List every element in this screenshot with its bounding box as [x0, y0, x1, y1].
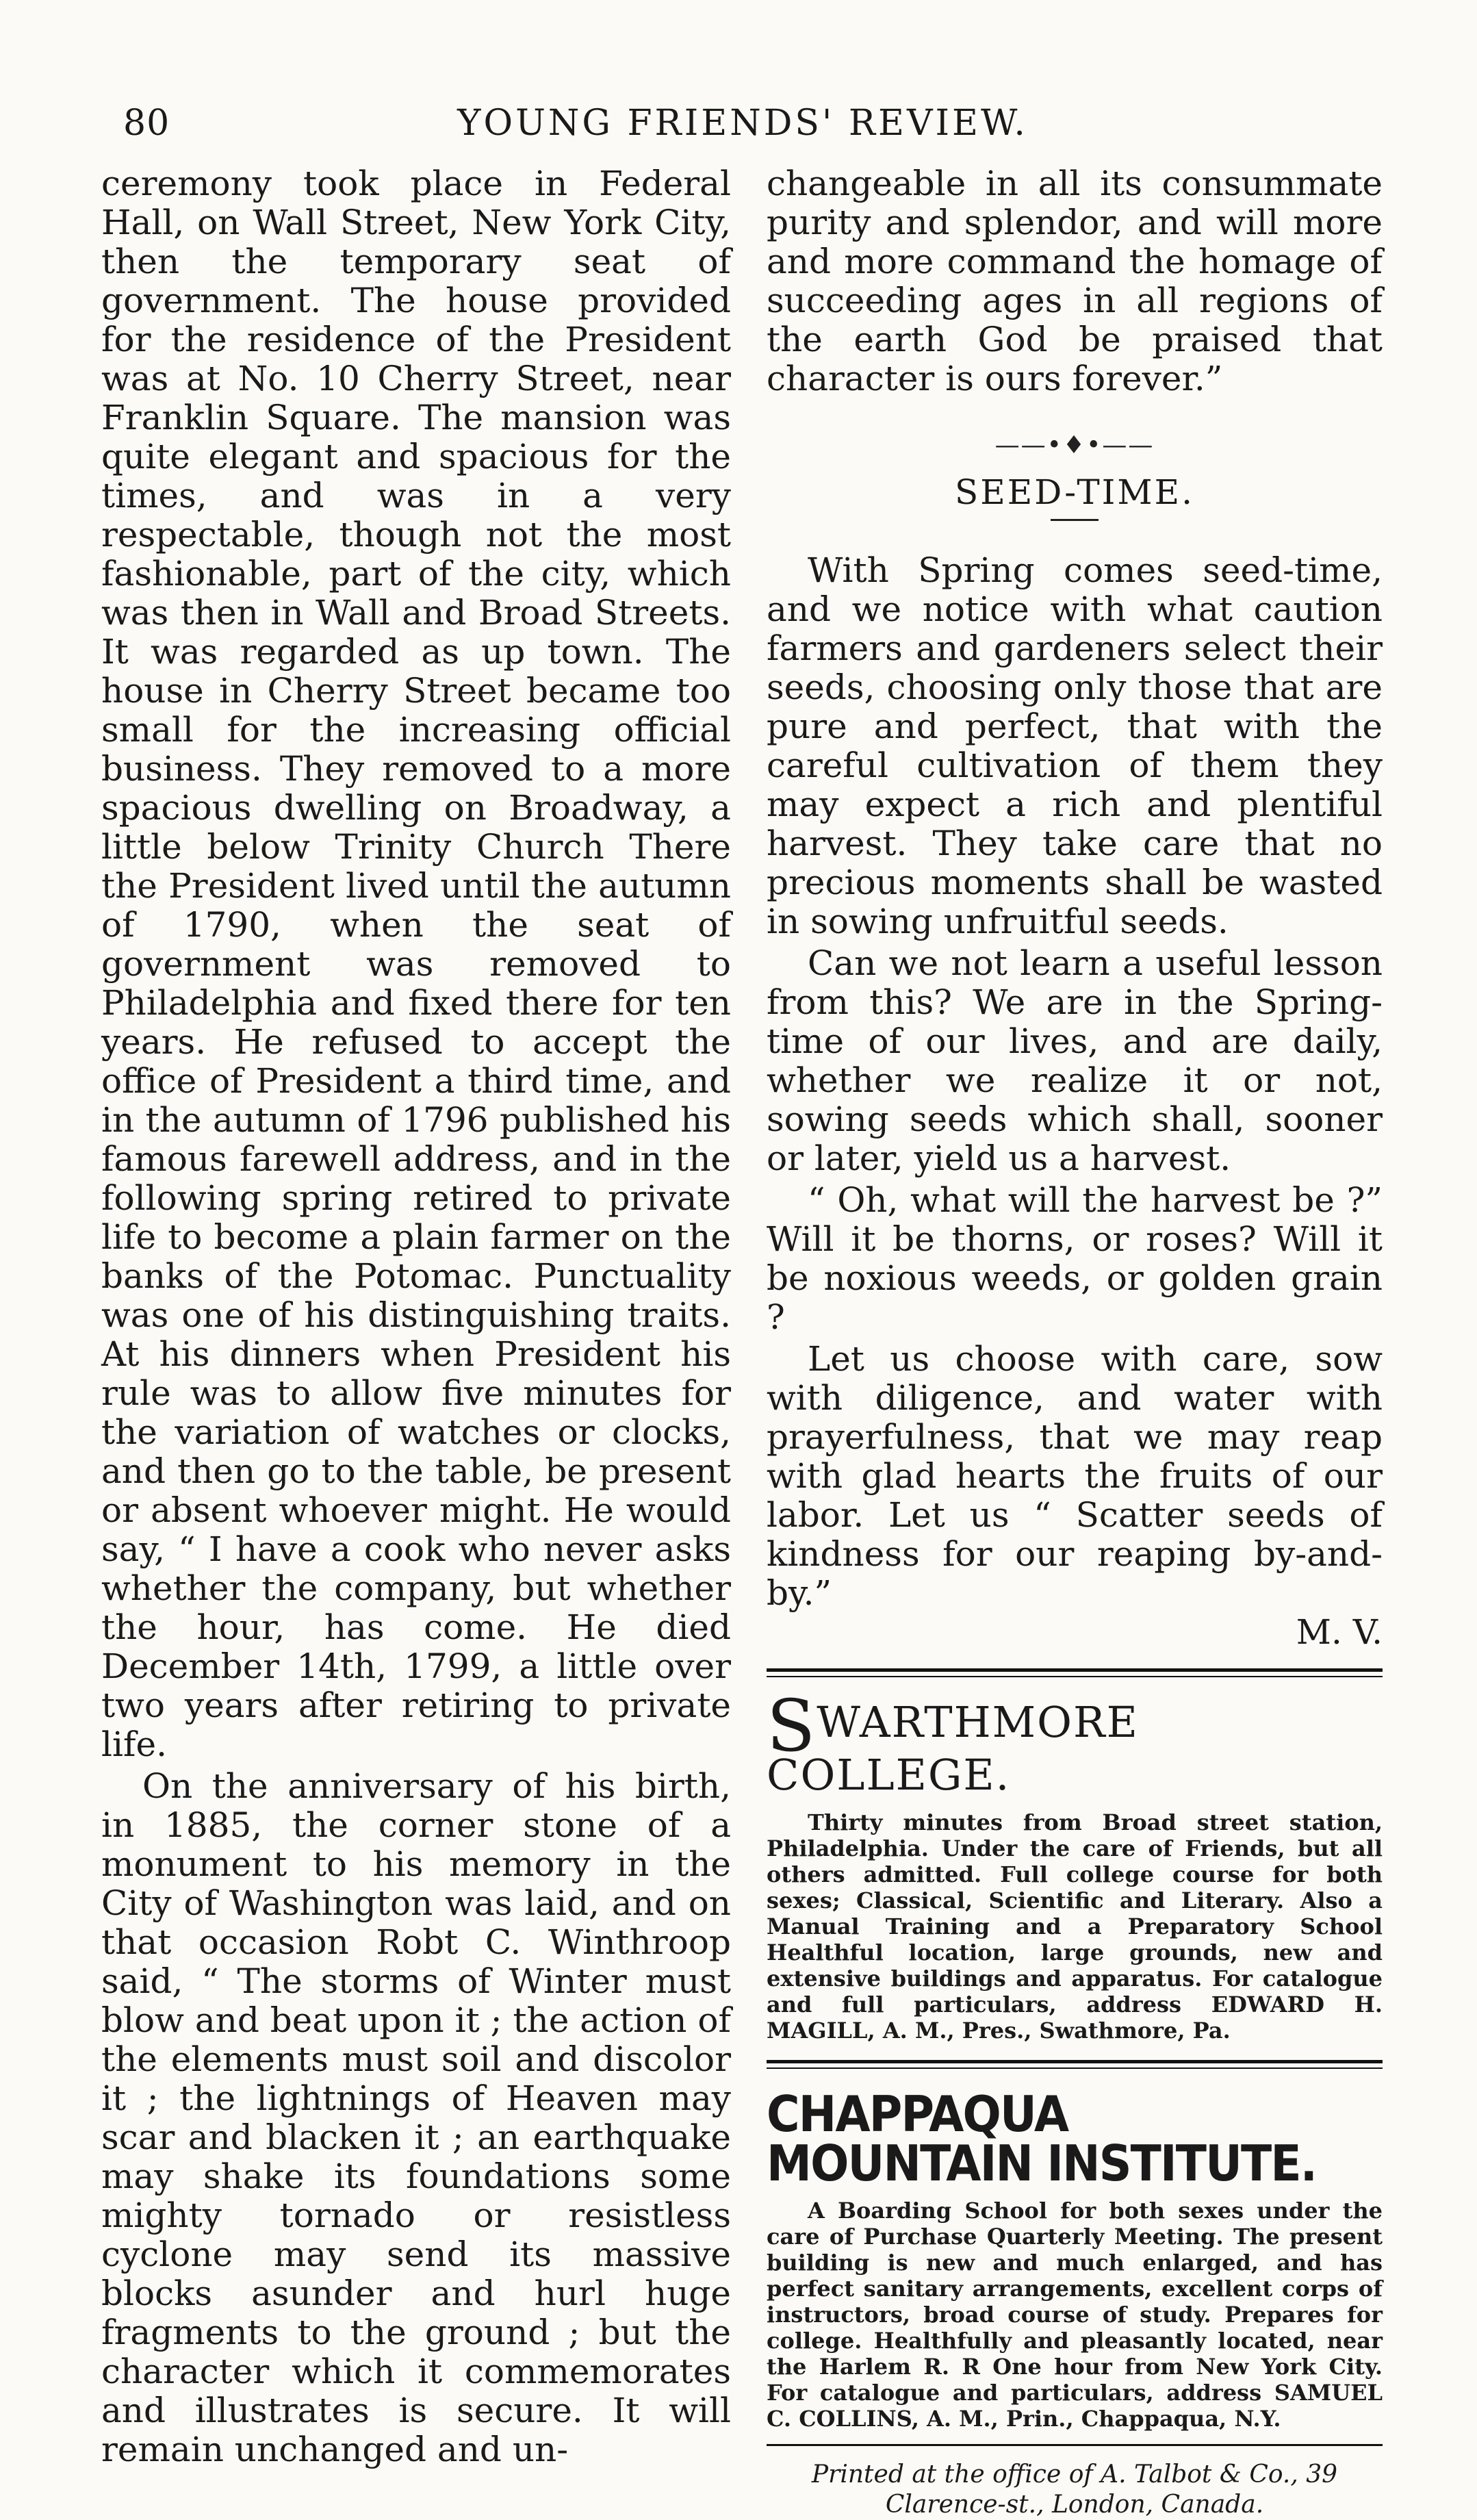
- left-column: [101, 164, 731, 2469]
- article-paragraph-3: “ Oh, what will the harvest be ?” Will it be thorns, or roses? Will it be noxious weeds, or golden grain ?: [767, 1180, 1383, 1337]
- chappaqua-ad-text: A Boarding School for both sexes under the care of Purchase Quarterly Meeting. The present building is new and much enlarged, and has perfect sanitary arrangements, excellent corps of instructors, broad course of study. Prepares for college. Healthfully and pleasantly located, near the Harlem R. R One hour from New York City. For catalogue and particulars, address SAMUEL C. COLLINS, A. M., Prin., Chappaqua, N.Y.: [767, 2198, 1383, 2432]
- right-column: [767, 164, 1383, 2520]
- imprint-rule: [767, 2444, 1383, 2446]
- chappaqua-ad-title: CHAPPAQUA MOUNTAIN INSTITUTE.: [767, 2085, 1317, 2192]
- ads-divider-2: [767, 2060, 1383, 2069]
- article-paragraph-1: With Spring comes seed-time, and we notice with what caution farmers and gardeners select their seeds, choosing only those that are pure and perfect, that with the careful cultivation of them they may expect a rich and plentiful harvest. They take care that no precious moments shall be wasted in sowing unfruitful seeds.: [767, 550, 1383, 941]
- continuation-paragraph: changeable in all its consummate purity and splendor, and will more and more command the homage of succeeding ages in all regions of the earth God be praised that character is ours forever.”: [767, 164, 1383, 398]
- running-title: YOUNG FRIENDS' REVIEW.: [457, 103, 1028, 144]
- swarthmore-ad-title-rest: WARTHMORE COLLEGE.: [767, 1697, 1139, 1800]
- article-signoff: [767, 1613, 1383, 1652]
- page-number: 80: [123, 103, 170, 144]
- article-author: M. V.: [1296, 1612, 1383, 1652]
- printer-imprint: Printed at the office of A. Talbot & Co., 39 Clarence-st., London, Canada.: [811, 2460, 1338, 2519]
- washington-paragraph-2: On the anniversary of his birth, in 1885, the corner stone of a monument to his memory in the City of Washington was laid, and on that occasion Robt C. Winthroop said, “ The storms of Winter must blow and beat upon it ; the action of the elements must soil and discolor it ; the lightnings of Heaven may scar and blacken it ; an earthquake may shake its foundations some mighty tornado or resistless cyclone may send its massive blocks asunder and hurl huge fragments to the ground ; but the character which it commemorates and illustrates is secure. It will remain unchanged and un-: [101, 1766, 731, 2469]
- page-header: [116, 103, 1369, 164]
- washington-paragraph-1: ceremony took place in Federal Hall, on Wall Street, New York City, then the temporary seat of government. The house provided for the residence of the President was at No. 10 Cherry Street, near Franklin Square. The mansion was quite elegant and spacious for the times, and was in a very respectable, though not the most fashionable, part of the city, which was then in Wall and Broad Streets. It was regarded as up town. The house in Cherry Street became too small for the increasing official business. They removed to a more spacious dwelling on Broadway, a little below Trinity Church There the President lived until the autumn of 1790, when the seat of government was removed to Philadelphia and fixed there for ten years. He refused to accept the office of President a third time, and in the autumn of 1796 published his famous farewell address, and in the following spring retired to private life to become a plain farmer on the banks of the Potomac. Punctuality was one of his distinguishing traits. At his dinners when President his rule was to allow five minutes for the variation of watches or clocks, and then go to the table, be present or absent whoever might. He would say, “ I have a cook who never asks whether the company, but whether the hour, has come. He died December 14th, 1799, a little over two years after retiring to private life.: [101, 164, 731, 1764]
- article-title: SEED-TIME.: [954, 472, 1195, 512]
- swarthmore-ad-title: [767, 1684, 1383, 1800]
- swarthmore-ad-text: Thirty minutes from Broad street station, Philadelphia. Under the care of Friends, but all others admitted. Full college course for both sexes; Classical, Scientific and Literary. Also a Manual Training and a Preparatory School Healthful location, large grounds, new and extensive buildings and apparatus. For catalogue and full particulars, address EDWARD H. MAGILL, A. M., Pres., Swathmore, Pa.: [767, 1809, 1383, 2044]
- swarthmore-ad: [767, 1684, 1383, 2044]
- ornament-divider: ——•♦•——: [994, 431, 1155, 459]
- swarthmore-ad-initial: S: [767, 1684, 817, 1768]
- ads-divider: [767, 1668, 1383, 1677]
- article-paragraph-2: Can we not learn a useful lesson from this? We are in the Spring-time of our lives, and are daily, whether we realize it or not, sowing seeds which shall, sooner or later, yield us a harvest.: [767, 943, 1383, 1178]
- title-rule: [1051, 519, 1099, 521]
- chappaqua-ad: [767, 2085, 1383, 2432]
- article-paragraph-4: Let us choose with care, sow with diligence, and water with prayerfulness, that we may reap with glad hearts the fruits of our labor. Let us “ Scatter seeds of kindness for our reaping by-and-by.”: [767, 1339, 1383, 1613]
